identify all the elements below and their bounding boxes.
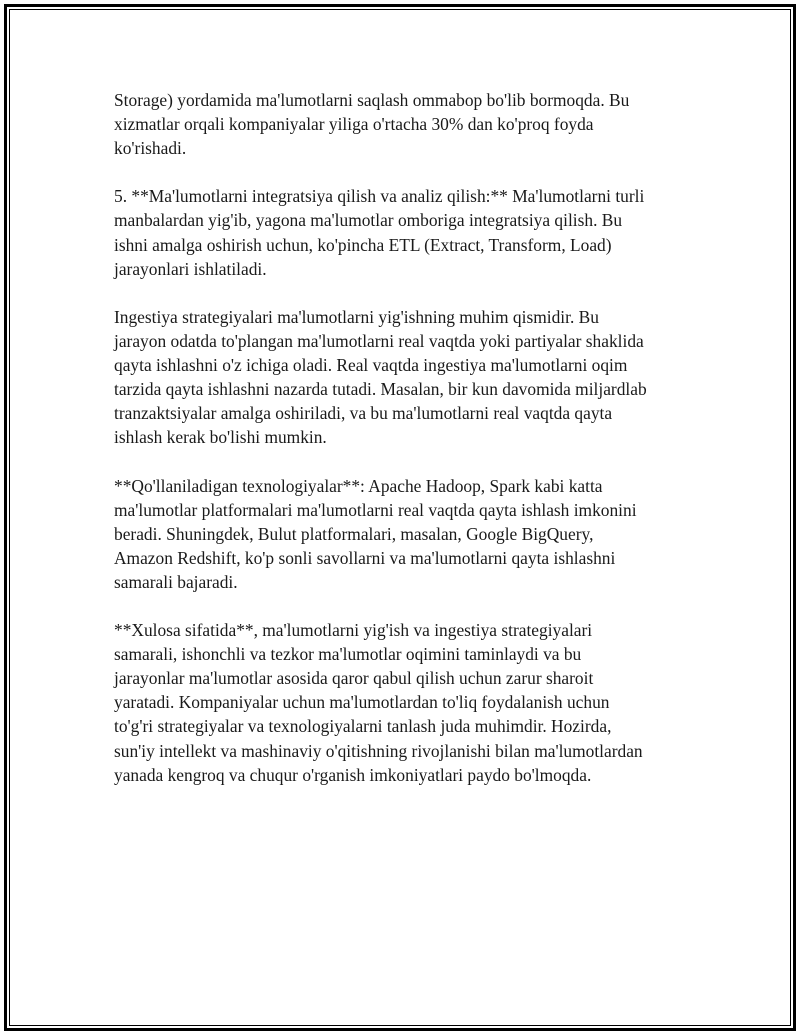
text-line: Storage) yordamida ma'lumotlarni saqlash ommabop bo'lib bormoqda. Bu	[114, 90, 630, 110]
text-line: 5. **Ma'lumotlarni integratsiya qilish va analiz qilish:** Ma'lumotlarni turli	[114, 186, 645, 207]
text-line: sun'iy intellekt va mashinaviy o'qitishning rivojlanishi bilan ma'lumotlardan	[114, 740, 643, 761]
text-line: to'g'ri strategiyalar va texnologiyalarni tanlash juda muhimdir. Hozirda,	[114, 716, 612, 737]
paragraph-technologies	[114, 474, 689, 594]
text-line: yaratadi. Kompaniyalar uchun ma'lumotlardan to'liq foydalanish uchun	[114, 692, 610, 713]
text-line: qayta ishlashni o'z ichiga oladi. Real vaqtda ingestiya ma'lumotlarni oqim	[114, 355, 628, 376]
text-line: Amazon Redshift, ko'p sonli savollarni va ma'lumotlarni qayta ishlashni	[114, 547, 616, 568]
text-line: beradi. Shuningdek, Bulut platformalari, masalan, Google BigQuery,	[114, 523, 594, 544]
text-line: ishlash kerak bo'lishi mumkin.	[114, 427, 327, 448]
text-line: jarayonlari ishlatiladi.	[114, 258, 267, 279]
text-line: **Qo'llaniladigan texnologiyalar**: Apache Hadoop, Spark kabi katta	[114, 475, 603, 496]
text-line: ma'lumotlar platformalari ma'lumotlarni real vaqtda qayta ishlash imkonini	[114, 499, 637, 520]
text-line: **Xulosa sifatida**, ma'lumotlarni yig'ish va ingestiya strategiyalari	[114, 620, 593, 641]
document-body	[114, 88, 689, 811]
text-line: ko'rishadi.	[114, 138, 187, 159]
text-line: yanada kengroq va chuqur o'rganish imkoniyatlari paydo bo'lmoqda.	[114, 764, 592, 785]
text-line: xizmatlar orqali kompaniyalar yiliga o'rtacha 30% dan ko'proq foyda	[114, 114, 594, 135]
text-line: tranzaktsiyalar amalga oshiriladi, va bu ma'lumotlarni real vaqtda qayta	[114, 403, 613, 424]
text-line: jarayonlar ma'lumotlar asosida qaror qabul qilish uchun zarur sharoit	[114, 668, 594, 689]
text-line: samarali, ishonchli va tezkor ma'lumotlar oqimini taminlaydi va bu	[114, 644, 582, 665]
text-line: jarayon odatda to'plangan ma'lumotlarni real vaqtda yoki partiyalar shaklida	[114, 330, 644, 351]
paragraph-storage	[114, 88, 689, 160]
text-line: Ingestiya strategiyalari ma'lumotlarni yig'ishning muhim qismidir. Bu	[114, 306, 599, 327]
paragraph-integration	[114, 184, 689, 280]
text-line: tarzida qayta ishlashni nazarda tutadi. Masalan, bir kun davomida miljardlab	[114, 379, 647, 400]
text-line: manbalardan yig'ib, yagona ma'lumotlar omboriga integratsiya qilish. Bu	[114, 210, 623, 231]
text-line: samarali bajaradi.	[114, 571, 238, 592]
paragraph-ingestion	[114, 305, 689, 450]
text-line: ishni amalga oshirish uchun, ko'pincha ETL (Extract, Transform, Load)	[114, 234, 612, 255]
paragraph-conclusion	[114, 618, 689, 787]
